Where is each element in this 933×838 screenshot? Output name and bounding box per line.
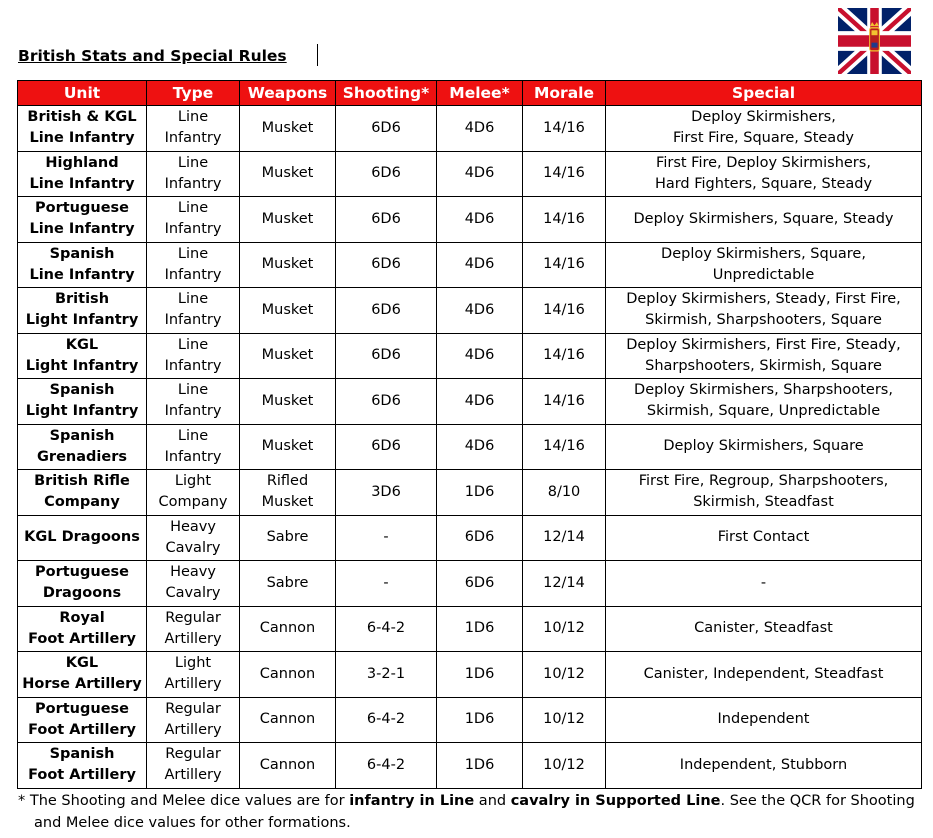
special-cell: Independent bbox=[606, 697, 922, 743]
table-header-row bbox=[18, 81, 922, 106]
page-title: British Stats and Special Rules bbox=[18, 47, 287, 65]
melee-cell: 1D6 bbox=[437, 606, 523, 652]
weapons-cell: Cannon bbox=[240, 697, 336, 743]
type-cell: Light Company bbox=[147, 470, 240, 516]
footnote-emphasis-infantry: infantry in Line bbox=[349, 793, 475, 809]
melee-cell: 1D6 bbox=[437, 652, 523, 698]
shooting-cell: 3-2-1 bbox=[336, 652, 437, 698]
shooting-cell: 6D6 bbox=[336, 424, 437, 470]
column-header-weapons: Weapons bbox=[240, 81, 336, 106]
morale-cell: 8/10 bbox=[523, 470, 606, 516]
table-row bbox=[18, 333, 922, 379]
unit-cell: British Rifle Company bbox=[18, 470, 147, 516]
weapons-cell: Rifled Musket bbox=[240, 470, 336, 516]
special-cell: Canister, Steadfast bbox=[606, 606, 922, 652]
weapons-cell: Musket bbox=[240, 333, 336, 379]
melee-cell: 1D6 bbox=[437, 697, 523, 743]
morale-cell: 10/12 bbox=[523, 743, 606, 789]
melee-cell: 4D6 bbox=[437, 379, 523, 425]
column-header-melee: Melee* bbox=[437, 81, 523, 106]
table-row bbox=[18, 606, 922, 652]
table-row bbox=[18, 242, 922, 288]
footnote-line-2: and Melee dice values for other formations. bbox=[34, 815, 351, 831]
unit-cell: Spanish Foot Artillery bbox=[18, 743, 147, 789]
weapons-cell: Musket bbox=[240, 242, 336, 288]
morale-cell: 10/12 bbox=[523, 697, 606, 743]
type-cell: Line Infantry bbox=[147, 197, 240, 243]
type-cell: Light Artillery bbox=[147, 652, 240, 698]
weapons-cell: Sabre bbox=[240, 561, 336, 607]
type-cell: Heavy Cavalry bbox=[147, 515, 240, 561]
table-row bbox=[18, 515, 922, 561]
morale-cell: 14/16 bbox=[523, 288, 606, 334]
footnote-emphasis-cavalry: cavalry in Supported Line bbox=[510, 793, 721, 809]
weapons-cell: Cannon bbox=[240, 606, 336, 652]
table-row bbox=[18, 561, 922, 607]
footnote-text: * The Shooting and Melee dice values are for bbox=[18, 793, 350, 809]
type-cell: Regular Artillery bbox=[147, 743, 240, 789]
morale-cell: 10/12 bbox=[523, 652, 606, 698]
morale-cell: 14/16 bbox=[523, 197, 606, 243]
footnote-text: and bbox=[474, 793, 511, 809]
text-cursor bbox=[317, 44, 318, 66]
column-header-unit: Unit bbox=[18, 81, 147, 106]
table-row bbox=[18, 743, 922, 789]
unit-cell: Portuguese Line Infantry bbox=[18, 197, 147, 243]
melee-cell: 6D6 bbox=[437, 515, 523, 561]
morale-cell: 14/16 bbox=[523, 151, 606, 197]
shooting-cell: - bbox=[336, 515, 437, 561]
unit-cell: Spanish Light Infantry bbox=[18, 379, 147, 425]
type-cell: Line Infantry bbox=[147, 242, 240, 288]
special-cell: Deploy Skirmishers, Square, Unpredictable bbox=[606, 242, 922, 288]
special-cell: Deploy Skirmishers, Steady, First Fire, Skirmish, Sharpshooters, Square bbox=[606, 288, 922, 334]
unit-cell: Spanish Grenadiers bbox=[18, 424, 147, 470]
morale-cell: 14/16 bbox=[523, 424, 606, 470]
table-row bbox=[18, 652, 922, 698]
stats-table bbox=[17, 80, 922, 789]
type-cell: Line Infantry bbox=[147, 333, 240, 379]
melee-cell: 4D6 bbox=[437, 242, 523, 288]
melee-cell: 4D6 bbox=[437, 333, 523, 379]
type-cell: Line Infantry bbox=[147, 379, 240, 425]
melee-cell: 1D6 bbox=[437, 470, 523, 516]
morale-cell: 12/14 bbox=[523, 561, 606, 607]
unit-cell: Spanish Line Infantry bbox=[18, 242, 147, 288]
weapons-cell: Musket bbox=[240, 197, 336, 243]
morale-cell: 14/16 bbox=[523, 242, 606, 288]
shooting-cell: 6D6 bbox=[336, 197, 437, 243]
shooting-cell: 3D6 bbox=[336, 470, 437, 516]
table-row bbox=[18, 697, 922, 743]
special-cell: Canister, Independent, Steadfast bbox=[606, 652, 922, 698]
shooting-cell: 6D6 bbox=[336, 106, 437, 152]
weapons-cell: Musket bbox=[240, 106, 336, 152]
weapons-cell: Cannon bbox=[240, 652, 336, 698]
table-row bbox=[18, 197, 922, 243]
weapons-cell: Musket bbox=[240, 288, 336, 334]
type-cell: Line Infantry bbox=[147, 424, 240, 470]
melee-cell: 4D6 bbox=[437, 106, 523, 152]
shooting-cell: 6D6 bbox=[336, 333, 437, 379]
table-row bbox=[18, 288, 922, 334]
shooting-cell: 6D6 bbox=[336, 288, 437, 334]
melee-cell: 4D6 bbox=[437, 197, 523, 243]
special-cell: Deploy Skirmishers, Sharpshooters, Skirmish, Square, Unpredictable bbox=[606, 379, 922, 425]
morale-cell: 12/14 bbox=[523, 515, 606, 561]
melee-cell: 1D6 bbox=[437, 743, 523, 789]
special-cell: Deploy Skirmishers, First Fire, Square, Steady bbox=[606, 106, 922, 152]
special-cell: Independent, Stubborn bbox=[606, 743, 922, 789]
table-row bbox=[18, 151, 922, 197]
union-jack-flag-icon bbox=[838, 8, 911, 74]
weapons-cell: Musket bbox=[240, 379, 336, 425]
special-cell: Deploy Skirmishers, Square, Steady bbox=[606, 197, 922, 243]
weapons-cell: Musket bbox=[240, 151, 336, 197]
footnote-line-1 bbox=[18, 790, 918, 812]
type-cell: Line Infantry bbox=[147, 106, 240, 152]
unit-cell: KGL Horse Artillery bbox=[18, 652, 147, 698]
shooting-cell: 6-4-2 bbox=[336, 743, 437, 789]
unit-cell: British & KGL Line Infantry bbox=[18, 106, 147, 152]
unit-cell: British Light Infantry bbox=[18, 288, 147, 334]
unit-cell: Highland Line Infantry bbox=[18, 151, 147, 197]
morale-cell: 14/16 bbox=[523, 379, 606, 425]
column-header-special: Special bbox=[606, 81, 922, 106]
special-cell: First Fire, Deploy Skirmishers, Hard Fighters, Square, Steady bbox=[606, 151, 922, 197]
shooting-cell: 6D6 bbox=[336, 379, 437, 425]
melee-cell: 6D6 bbox=[437, 561, 523, 607]
shooting-cell: 6-4-2 bbox=[336, 606, 437, 652]
table-row bbox=[18, 424, 922, 470]
table-row bbox=[18, 379, 922, 425]
morale-cell: 14/16 bbox=[523, 106, 606, 152]
column-header-morale: Morale bbox=[523, 81, 606, 106]
footnote-text: . See the QCR for Shooting bbox=[720, 793, 915, 809]
unit-cell: Portuguese Foot Artillery bbox=[18, 697, 147, 743]
column-header-type: Type bbox=[147, 81, 240, 106]
melee-cell: 4D6 bbox=[437, 151, 523, 197]
type-cell: Regular Artillery bbox=[147, 697, 240, 743]
type-cell: Regular Artillery bbox=[147, 606, 240, 652]
unit-cell: KGL Dragoons bbox=[18, 515, 147, 561]
weapons-cell: Musket bbox=[240, 424, 336, 470]
shooting-cell: 6D6 bbox=[336, 151, 437, 197]
morale-cell: 14/16 bbox=[523, 333, 606, 379]
type-cell: Line Infantry bbox=[147, 151, 240, 197]
special-cell: Deploy Skirmishers, Square bbox=[606, 424, 922, 470]
shooting-cell: 6D6 bbox=[336, 242, 437, 288]
shooting-cell: - bbox=[336, 561, 437, 607]
melee-cell: 4D6 bbox=[437, 424, 523, 470]
unit-cell: Royal Foot Artillery bbox=[18, 606, 147, 652]
weapons-cell: Cannon bbox=[240, 743, 336, 789]
weapons-cell: Sabre bbox=[240, 515, 336, 561]
type-cell: Line Infantry bbox=[147, 288, 240, 334]
morale-cell: 10/12 bbox=[523, 606, 606, 652]
footnote bbox=[18, 790, 918, 834]
special-cell: - bbox=[606, 561, 922, 607]
shooting-cell: 6-4-2 bbox=[336, 697, 437, 743]
unit-cell: KGL Light Infantry bbox=[18, 333, 147, 379]
column-header-shooting: Shooting* bbox=[336, 81, 437, 106]
table-row bbox=[18, 106, 922, 152]
table-row bbox=[18, 470, 922, 516]
special-cell: Deploy Skirmishers, First Fire, Steady, Sharpshooters, Skirmish, Square bbox=[606, 333, 922, 379]
special-cell: First Contact bbox=[606, 515, 922, 561]
unit-cell: Portuguese Dragoons bbox=[18, 561, 147, 607]
melee-cell: 4D6 bbox=[437, 288, 523, 334]
special-cell: First Fire, Regroup, Sharpshooters, Skirmish, Steadfast bbox=[606, 470, 922, 516]
type-cell: Heavy Cavalry bbox=[147, 561, 240, 607]
